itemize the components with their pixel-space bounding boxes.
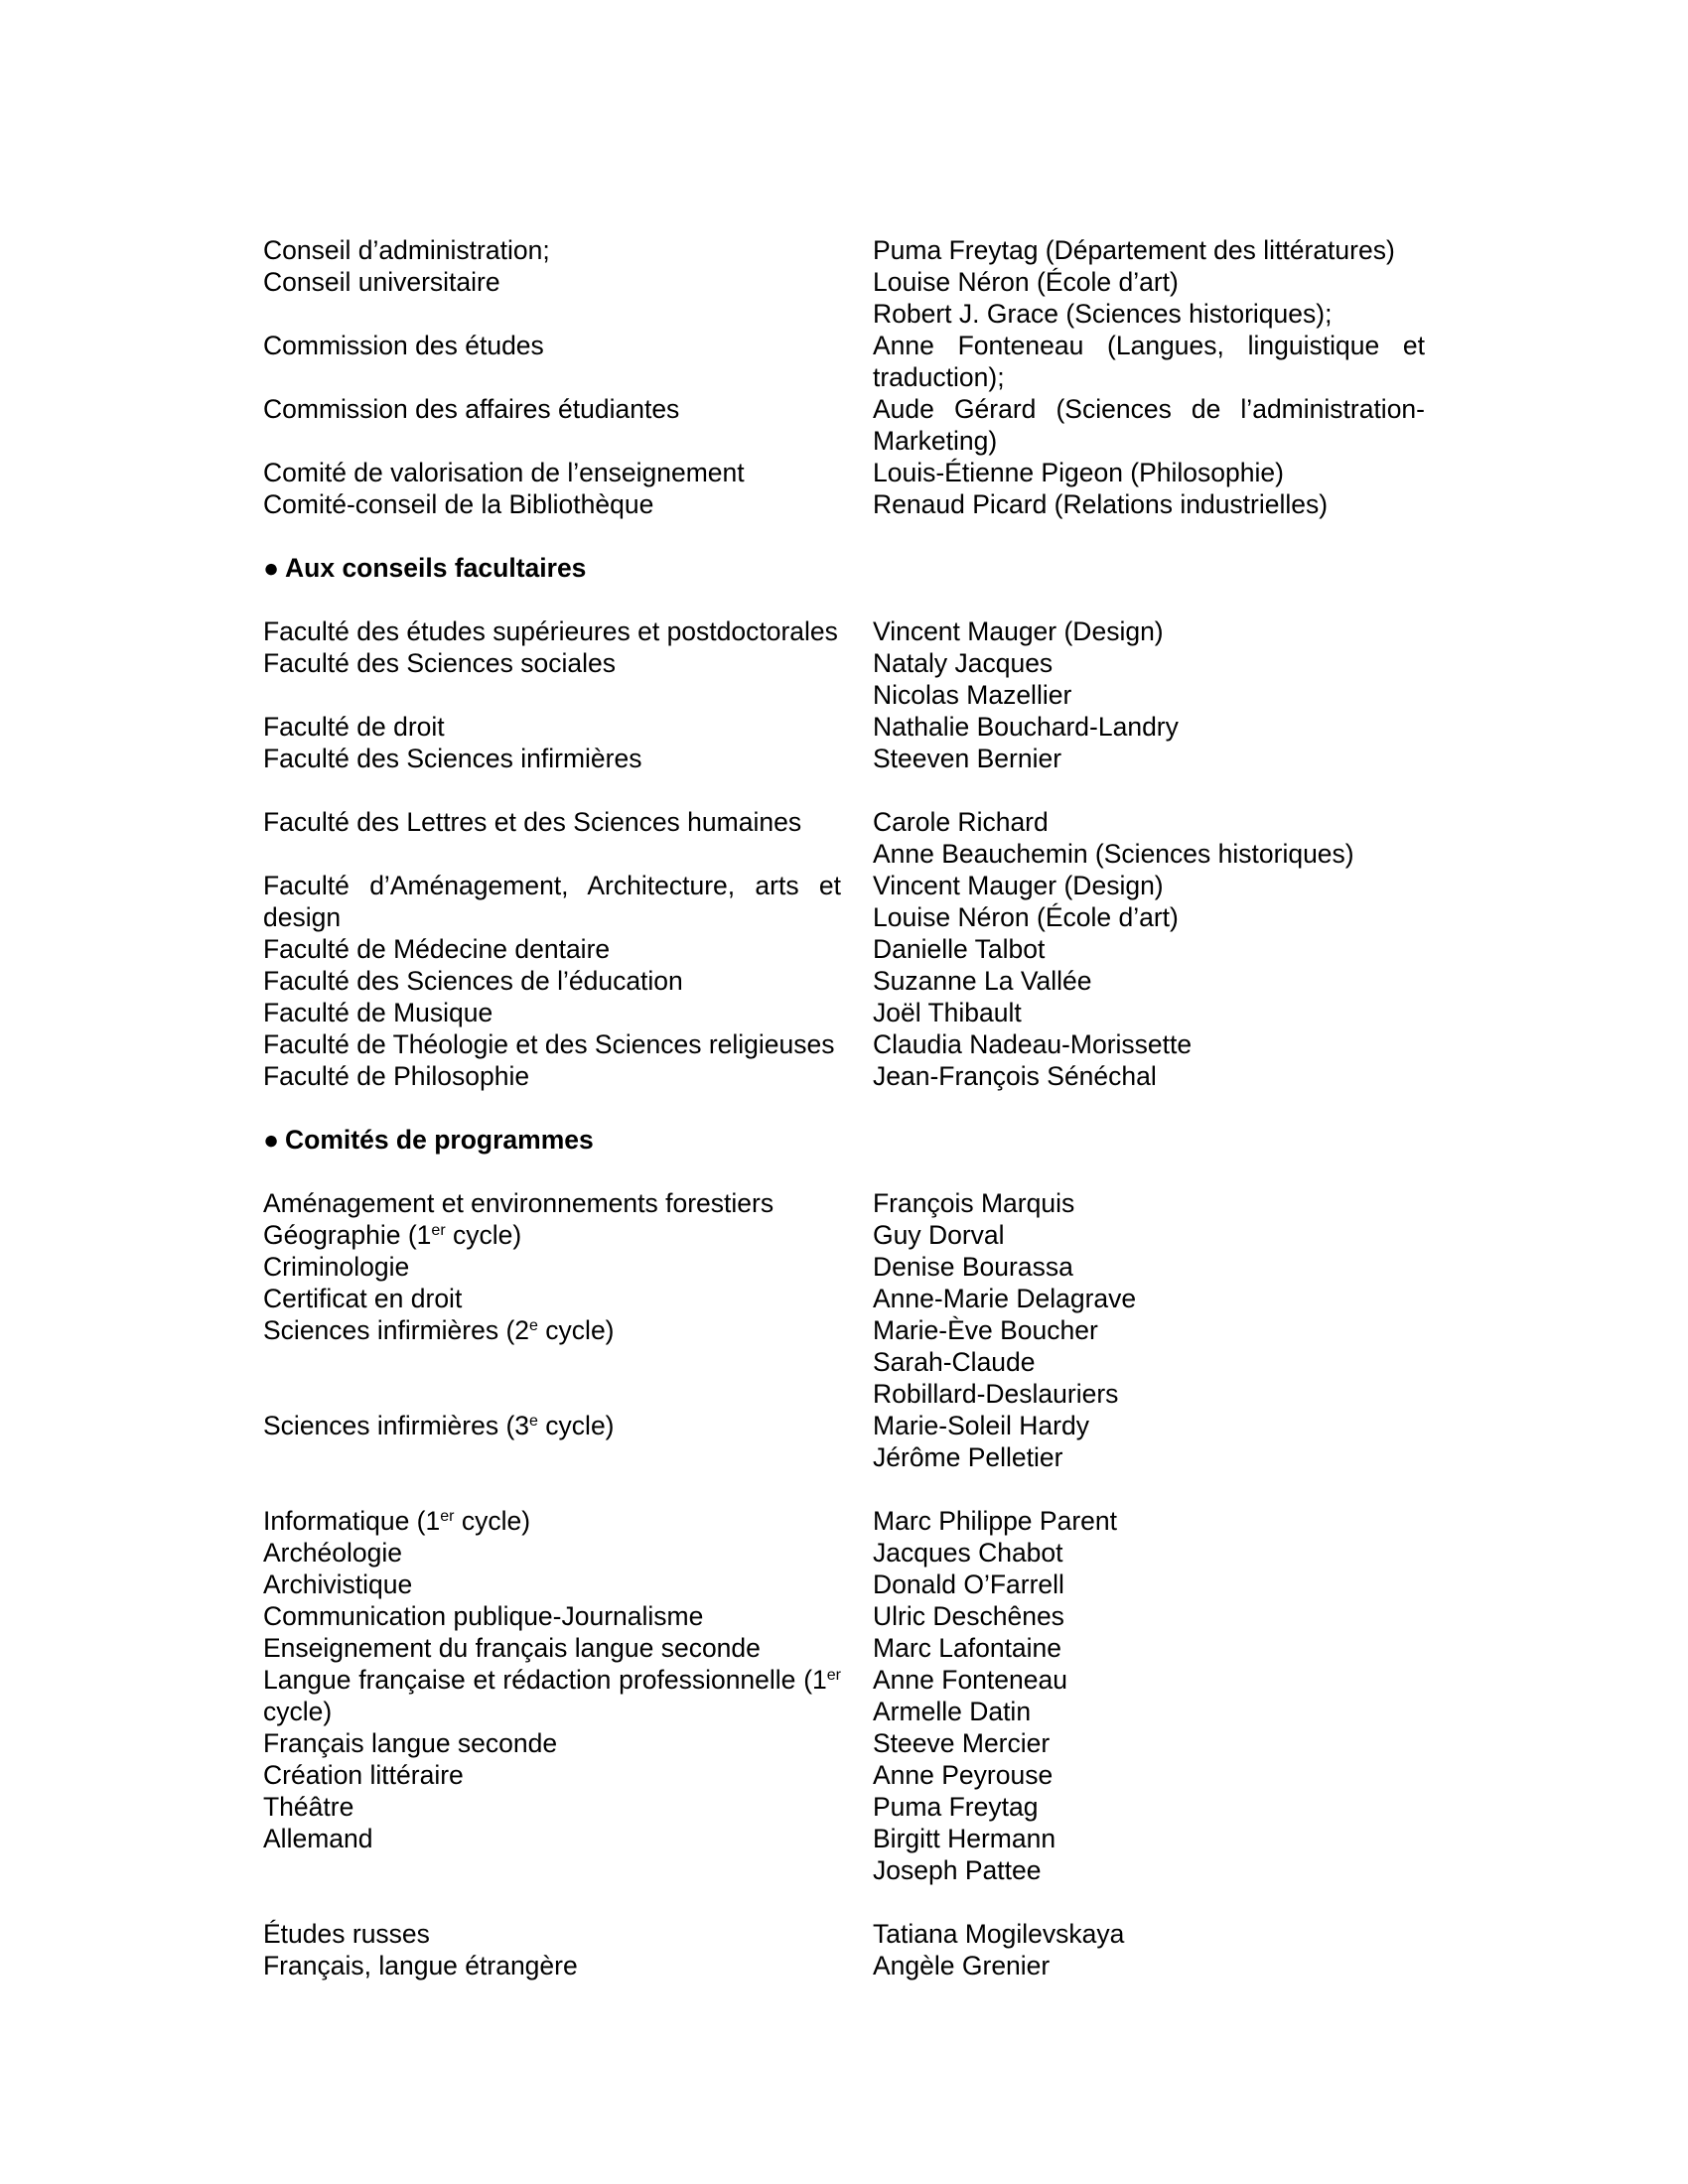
list-row bbox=[263, 1028, 1425, 1060]
list-row bbox=[263, 997, 1425, 1028]
body-name-text: Géographie (1 bbox=[263, 1220, 432, 1250]
list-row bbox=[263, 1823, 1425, 1886]
body-name bbox=[263, 806, 841, 838]
body-name-text: Enseignement du français langue seconde bbox=[263, 1633, 761, 1663]
ordinal-superscript: e bbox=[529, 1317, 538, 1334]
body-name bbox=[263, 1410, 841, 1441]
member-names bbox=[873, 393, 1425, 457]
member-names bbox=[873, 1791, 1425, 1823]
member-name: Anne Fonteneau (Langues, linguistique et traduction); bbox=[873, 331, 1425, 392]
body-name-text: Conseil universitaire bbox=[263, 267, 500, 297]
list-row bbox=[263, 1505, 1425, 1537]
body-name bbox=[263, 1632, 841, 1664]
body-name bbox=[263, 457, 841, 488]
body-name-suffix: cycle) bbox=[263, 1697, 333, 1726]
body-name-text: Sciences infirmières (2 bbox=[263, 1315, 530, 1345]
list-row bbox=[263, 965, 1425, 997]
body-name-text: Sciences infirmières (3 bbox=[263, 1411, 530, 1440]
list-row bbox=[263, 1791, 1425, 1823]
body-name-text: Communication publique-Journalisme bbox=[263, 1601, 704, 1631]
body-name bbox=[263, 1028, 841, 1060]
member-names bbox=[873, 806, 1425, 870]
member-name: Marie-Soleil Hardy bbox=[873, 1411, 1089, 1440]
list-row bbox=[263, 647, 1425, 711]
list-row bbox=[263, 806, 1425, 870]
member-names bbox=[873, 330, 1425, 393]
member-name bbox=[873, 774, 1425, 806]
blank-line bbox=[263, 1886, 1425, 1918]
body-name-text: Faculté de droit bbox=[263, 712, 445, 742]
list-row bbox=[263, 1632, 1425, 1664]
body-name bbox=[263, 997, 841, 1028]
list-row bbox=[263, 1664, 1425, 1727]
body-name-text: Informatique (1 bbox=[263, 1506, 441, 1536]
body-name bbox=[263, 1823, 841, 1854]
body-name-text: Archéologie bbox=[263, 1538, 402, 1568]
list-row bbox=[263, 457, 1425, 488]
body-name bbox=[263, 1505, 841, 1537]
body-name bbox=[263, 1759, 841, 1791]
body-name bbox=[263, 234, 841, 266]
member-name: Guy Dorval bbox=[873, 1220, 1005, 1250]
member-name: Louise Néron (École d’art) bbox=[873, 902, 1179, 932]
member-name: Joël Thibault bbox=[873, 998, 1022, 1027]
list-row bbox=[263, 1950, 1425, 1981]
list-row bbox=[263, 1537, 1425, 1569]
body-name-text: Archivistique bbox=[263, 1570, 413, 1599]
member-names bbox=[873, 1727, 1425, 1759]
body-name-text: Faculté d’Aménagement, Architecture, arts et design bbox=[263, 871, 841, 932]
instances-list bbox=[263, 234, 1425, 520]
member-names bbox=[873, 1759, 1425, 1791]
body-name bbox=[263, 1314, 841, 1346]
body-name bbox=[263, 870, 841, 933]
member-name: Steeve Mercier bbox=[873, 1728, 1051, 1758]
member-name: François Marquis bbox=[873, 1188, 1075, 1218]
member-names bbox=[873, 1314, 1425, 1410]
member-name: Louise Néron (École d’art) bbox=[873, 267, 1179, 297]
body-name bbox=[263, 647, 841, 679]
body-name bbox=[263, 1537, 841, 1569]
body-name-text: Faculté des Sciences infirmières bbox=[263, 744, 642, 773]
member-name: Joseph Pattee bbox=[873, 1855, 1042, 1885]
member-names bbox=[873, 1251, 1425, 1283]
body-name bbox=[263, 1727, 841, 1759]
body-name-text: Allemand bbox=[263, 1824, 373, 1853]
body-name bbox=[263, 1187, 841, 1219]
list-row bbox=[263, 1187, 1425, 1219]
member-name: Ulric Deschênes bbox=[873, 1601, 1064, 1631]
body-name-text: Comité de valorisation de l’enseignement bbox=[263, 458, 745, 487]
body-name bbox=[263, 1283, 841, 1314]
body-name-suffix: cycle) bbox=[445, 1220, 522, 1250]
body-name bbox=[263, 711, 841, 743]
member-names bbox=[873, 965, 1425, 997]
member-names bbox=[873, 870, 1425, 933]
member-name: Robillard-Deslauriers bbox=[873, 1379, 1119, 1409]
body-name bbox=[263, 1060, 841, 1092]
member-names bbox=[873, 1410, 1425, 1473]
list-row bbox=[263, 1569, 1425, 1600]
list-row bbox=[263, 330, 1425, 393]
member-names bbox=[873, 711, 1425, 743]
list-row bbox=[263, 1251, 1425, 1283]
body-name bbox=[263, 266, 841, 298]
body-name-text: Aménagement et environnements forestiers bbox=[263, 1188, 774, 1218]
body-name bbox=[263, 1600, 841, 1632]
list-row bbox=[263, 870, 1425, 933]
body-name bbox=[263, 933, 841, 965]
body-name bbox=[263, 1791, 841, 1823]
program-committees-list bbox=[263, 1187, 1425, 1981]
body-name-text: Conseil d’administration; bbox=[263, 235, 550, 265]
body-name-text: Études russes bbox=[263, 1919, 430, 1949]
list-row bbox=[263, 615, 1425, 647]
body-name-text: Faculté des Sciences de l’éducation bbox=[263, 966, 683, 996]
member-names bbox=[873, 1664, 1425, 1727]
section-heading-program-committees bbox=[263, 1124, 1425, 1156]
body-name-text: Comité-conseil de la Bibliothèque bbox=[263, 489, 654, 519]
member-name: Angèle Grenier bbox=[873, 1951, 1051, 1980]
member-names bbox=[873, 997, 1425, 1028]
body-name bbox=[263, 1664, 841, 1727]
list-row bbox=[263, 933, 1425, 965]
list-row bbox=[263, 1060, 1425, 1092]
body-name-text: Faculté de Médecine dentaire bbox=[263, 934, 611, 964]
list-row bbox=[263, 1600, 1425, 1632]
member-name: Vincent Mauger (Design) bbox=[873, 871, 1164, 900]
member-names bbox=[873, 615, 1425, 647]
body-name-text: Faculté de Musique bbox=[263, 998, 493, 1027]
member-name: Birgitt Hermann bbox=[873, 1824, 1056, 1853]
member-names bbox=[873, 266, 1425, 330]
body-name-text: Langue française et rédaction professionnelle (1 bbox=[263, 1665, 827, 1695]
member-name: Steeven Bernier bbox=[873, 744, 1062, 773]
member-name: Vincent Mauger (Design) bbox=[873, 616, 1164, 646]
member-names bbox=[873, 1283, 1425, 1314]
member-name: Donald O’Farrell bbox=[873, 1570, 1064, 1599]
member-names bbox=[873, 743, 1425, 806]
member-name: Renaud Picard (Relations industrielles) bbox=[873, 489, 1329, 519]
list-row bbox=[263, 234, 1425, 266]
section-heading-faculty-councils bbox=[263, 552, 1425, 584]
body-name-text: Faculté de Théologie et des Sciences religieuses bbox=[263, 1029, 835, 1059]
member-names bbox=[873, 234, 1425, 266]
body-name bbox=[263, 330, 841, 361]
body-name-suffix: cycle) bbox=[537, 1315, 615, 1345]
body-name-text: Faculté de Philosophie bbox=[263, 1061, 530, 1091]
member-names bbox=[873, 1219, 1425, 1251]
list-row bbox=[263, 1314, 1425, 1410]
member-name: Carole Richard bbox=[873, 807, 1049, 837]
list-row bbox=[263, 266, 1425, 330]
ordinal-superscript: er bbox=[440, 1508, 455, 1525]
list-row bbox=[263, 743, 1425, 806]
member-names bbox=[873, 1823, 1425, 1886]
ordinal-superscript: er bbox=[826, 1667, 841, 1684]
member-name: Marc Lafontaine bbox=[873, 1633, 1062, 1663]
section-heading-text: Aux conseils facultaires bbox=[285, 553, 587, 583]
body-name-suffix: cycle) bbox=[454, 1506, 531, 1536]
member-name: Jacques Chabot bbox=[873, 1538, 1063, 1568]
body-name bbox=[263, 1950, 841, 1981]
member-name: Sarah-Claude bbox=[873, 1347, 1036, 1377]
document-content bbox=[263, 234, 1425, 1981]
blank-line bbox=[263, 1473, 1425, 1505]
body-name bbox=[263, 965, 841, 997]
ordinal-superscript: e bbox=[529, 1413, 538, 1430]
member-names bbox=[873, 1918, 1425, 1950]
faculty-councils-list bbox=[263, 615, 1425, 1092]
member-name: Anne Beauchemin (Sciences historiques) bbox=[873, 839, 1354, 869]
member-name: Marc Philippe Parent bbox=[873, 1506, 1117, 1536]
member-names bbox=[873, 647, 1425, 711]
member-name: Claudia Nadeau-Morissette bbox=[873, 1029, 1193, 1059]
member-name: Anne Peyrouse bbox=[873, 1760, 1054, 1790]
member-names bbox=[873, 933, 1425, 965]
list-row bbox=[263, 711, 1425, 743]
body-name-text: Commission des affaires étudiantes bbox=[263, 394, 680, 424]
list-row bbox=[263, 1759, 1425, 1791]
member-name: Tatiana Mogilevskaya bbox=[873, 1919, 1125, 1949]
body-name-text: Création littéraire bbox=[263, 1760, 464, 1790]
member-name: Jérôme Pelletier bbox=[873, 1442, 1063, 1472]
member-name: Denise Bourassa bbox=[873, 1252, 1073, 1282]
member-name: Anne Fonteneau bbox=[873, 1665, 1067, 1695]
list-row bbox=[263, 393, 1425, 457]
member-name: Nataly Jacques bbox=[873, 648, 1054, 678]
body-name-text: Faculté des études supérieures et postdoctorales bbox=[263, 616, 838, 646]
member-name: Puma Freytag bbox=[873, 1792, 1039, 1822]
list-row bbox=[263, 1727, 1425, 1759]
list-row bbox=[263, 488, 1425, 520]
member-name: Jean-François Sénéchal bbox=[873, 1061, 1157, 1091]
body-name bbox=[263, 1918, 841, 1950]
member-names bbox=[873, 1187, 1425, 1219]
body-name-text: Français langue seconde bbox=[263, 1728, 558, 1758]
body-name bbox=[263, 488, 841, 520]
body-name-text: Certificat en droit bbox=[263, 1284, 463, 1313]
body-name bbox=[263, 1219, 841, 1251]
body-name-text: Criminologie bbox=[263, 1252, 410, 1282]
member-name: Armelle Datin bbox=[873, 1697, 1032, 1726]
list-row bbox=[263, 1219, 1425, 1251]
body-name bbox=[263, 393, 841, 425]
member-names bbox=[873, 1028, 1425, 1060]
body-name-text: Théâtre bbox=[263, 1792, 354, 1822]
body-name-text: Faculté des Sciences sociales bbox=[263, 648, 616, 678]
body-name bbox=[263, 1569, 841, 1600]
member-name: Puma Freytag (Département des littératures) bbox=[873, 235, 1395, 265]
member-names bbox=[873, 1060, 1425, 1092]
ordinal-superscript: er bbox=[431, 1222, 446, 1239]
body-name-text: Commission des études bbox=[263, 331, 544, 360]
section-heading-text: Comités de programmes bbox=[285, 1125, 594, 1155]
body-name bbox=[263, 615, 841, 647]
list-row bbox=[263, 1918, 1425, 1950]
body-name bbox=[263, 743, 841, 774]
member-names bbox=[873, 457, 1425, 488]
member-name: Robert J. Grace (Sciences historiques); bbox=[873, 299, 1333, 329]
body-name bbox=[263, 1251, 841, 1283]
body-name-suffix: cycle) bbox=[537, 1411, 615, 1440]
member-name: Louis-Étienne Pigeon (Philosophie) bbox=[873, 458, 1284, 487]
member-names bbox=[873, 488, 1425, 520]
bullet-icon: ● bbox=[263, 1125, 280, 1155]
member-name: Marie-Ève Boucher bbox=[873, 1315, 1098, 1345]
member-name: Aude Gérard (Sciences de l’administration-Marketing) bbox=[873, 394, 1425, 456]
member-name: Suzanne La Vallée bbox=[873, 966, 1092, 996]
list-row bbox=[263, 1410, 1425, 1473]
member-names bbox=[873, 1600, 1425, 1632]
list-row bbox=[263, 1283, 1425, 1314]
member-names bbox=[873, 1950, 1425, 1981]
body-name-text: Français, langue étrangère bbox=[263, 1951, 578, 1980]
member-names bbox=[873, 1632, 1425, 1664]
member-names bbox=[873, 1505, 1425, 1537]
member-name: Nicolas Mazellier bbox=[873, 680, 1072, 710]
member-names bbox=[873, 1537, 1425, 1569]
member-names bbox=[873, 1569, 1425, 1600]
member-name: Nathalie Bouchard-Landry bbox=[873, 712, 1179, 742]
bullet-icon: ● bbox=[263, 553, 280, 583]
member-name: Danielle Talbot bbox=[873, 934, 1046, 964]
member-name: Anne-Marie Delagrave bbox=[873, 1284, 1137, 1313]
body-name-text: Faculté des Lettres et des Sciences humaines bbox=[263, 807, 802, 837]
